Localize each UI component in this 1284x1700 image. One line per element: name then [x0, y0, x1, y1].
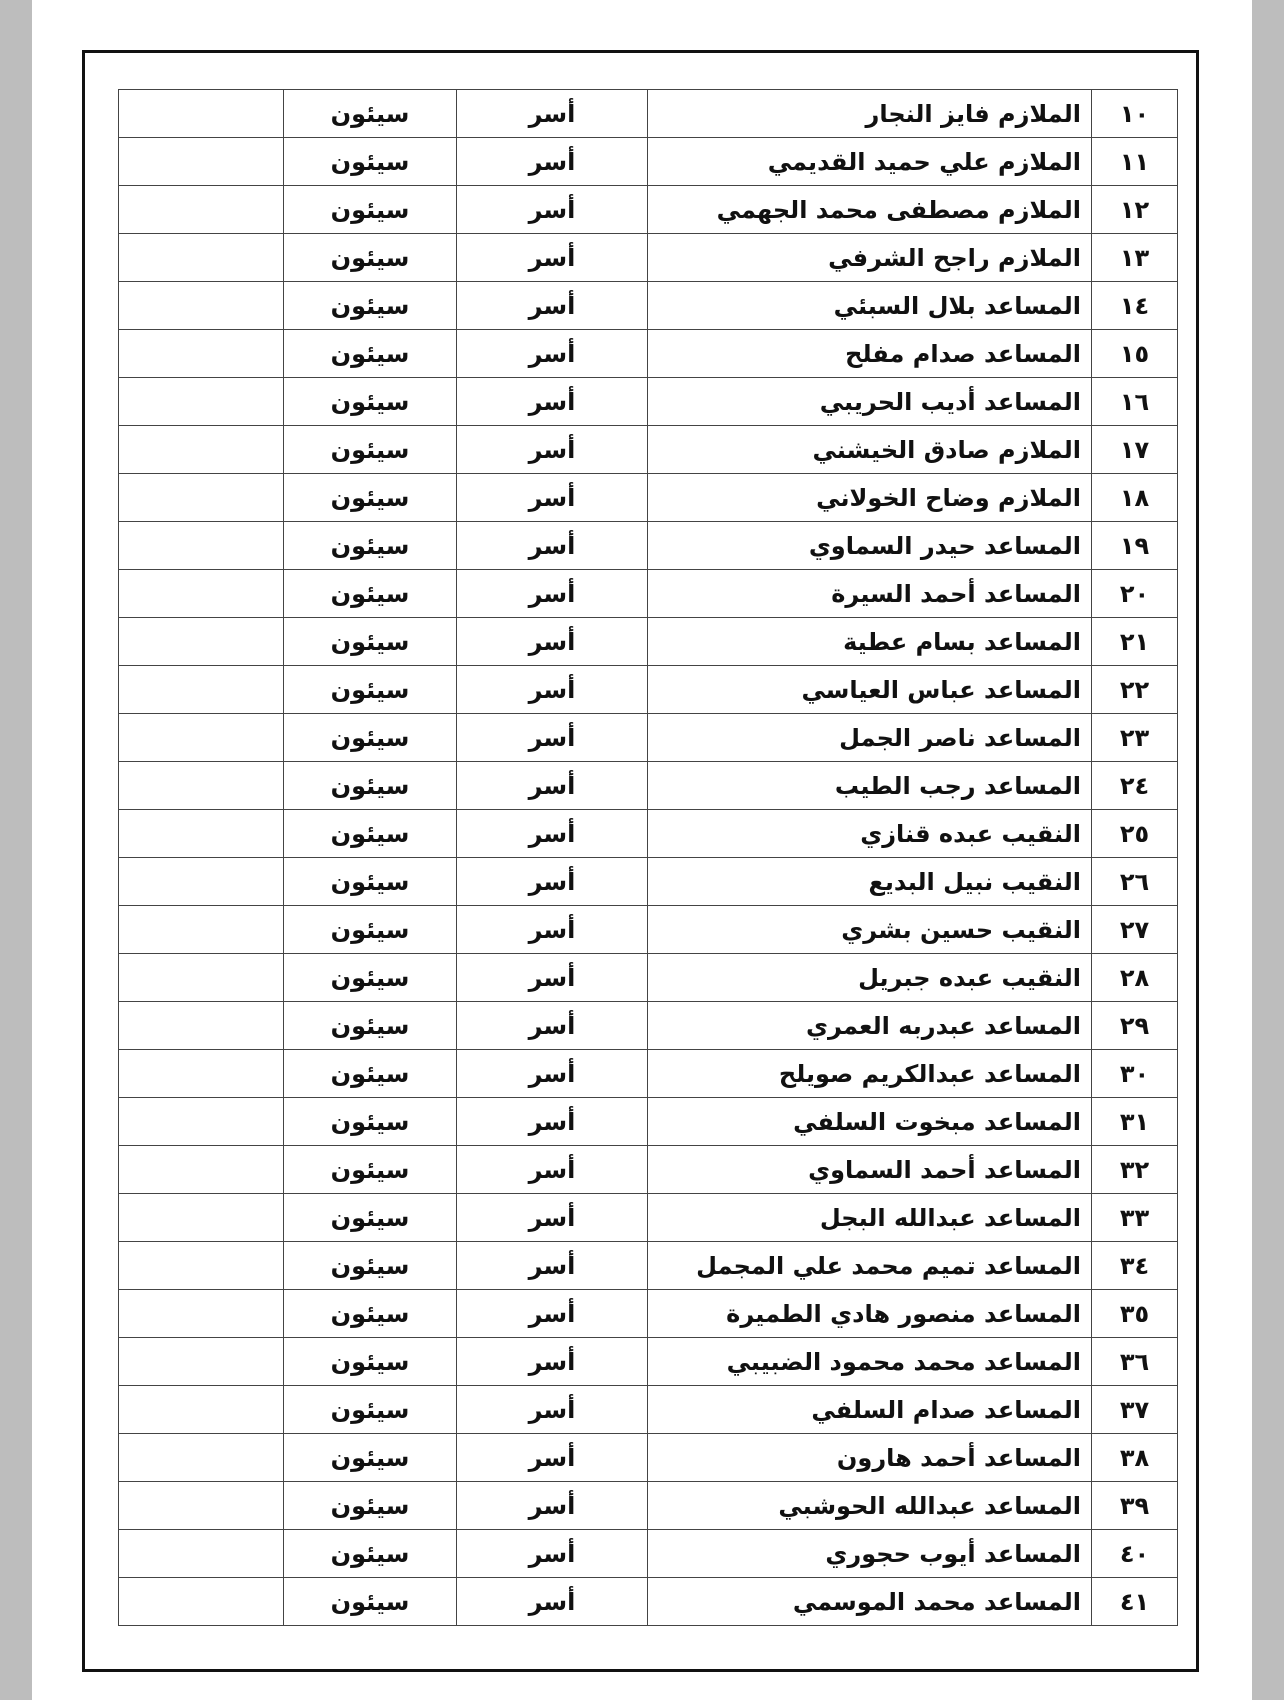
- row-status: أسر: [457, 1530, 648, 1578]
- table-row: [119, 762, 1178, 810]
- row-location: سيئون: [284, 1194, 457, 1242]
- viewer-margin-left: [0, 0, 32, 1700]
- row-status: أسر: [457, 570, 648, 618]
- row-name: المساعد مبخوت السلفي: [648, 1098, 1092, 1146]
- row-status: أسر: [457, 282, 648, 330]
- row-notes: [119, 1386, 284, 1434]
- row-notes: [119, 570, 284, 618]
- row-name: المساعد عبدالكريم صويلح: [648, 1050, 1092, 1098]
- table-row: [119, 234, 1178, 282]
- table-row: [119, 666, 1178, 714]
- table-row: [119, 330, 1178, 378]
- row-name: الملازم راجح الشرفي: [648, 234, 1092, 282]
- table-row: [119, 1242, 1178, 1290]
- row-location: سيئون: [284, 1050, 457, 1098]
- row-name: المساعد محمد محمود الضبيبي: [648, 1338, 1092, 1386]
- table-row: [119, 1098, 1178, 1146]
- table-row: [119, 378, 1178, 426]
- row-notes: [119, 714, 284, 762]
- row-number: ٢٠: [1092, 570, 1178, 618]
- row-name: الملازم صادق الخيشني: [648, 426, 1092, 474]
- row-number: ٣١: [1092, 1098, 1178, 1146]
- table-row: [119, 282, 1178, 330]
- row-number: ٣٣: [1092, 1194, 1178, 1242]
- row-number: ٢٦: [1092, 858, 1178, 906]
- row-location: سيئون: [284, 1098, 457, 1146]
- row-location: سيئون: [284, 330, 457, 378]
- table-row: [119, 618, 1178, 666]
- row-notes: [119, 1194, 284, 1242]
- table-row: [119, 570, 1178, 618]
- row-name: الملازم فايز النجار: [648, 90, 1092, 138]
- row-number: ١٨: [1092, 474, 1178, 522]
- row-number: ٢١: [1092, 618, 1178, 666]
- row-number: ٢٣: [1092, 714, 1178, 762]
- row-number: ٢٤: [1092, 762, 1178, 810]
- row-number: ٣٠: [1092, 1050, 1178, 1098]
- row-name: النقيب حسين بشري: [648, 906, 1092, 954]
- row-status: أسر: [457, 1050, 648, 1098]
- row-location: سيئون: [284, 1146, 457, 1194]
- table-row: [119, 714, 1178, 762]
- table-row: [119, 954, 1178, 1002]
- row-status: أسر: [457, 186, 648, 234]
- row-number: ١٧: [1092, 426, 1178, 474]
- row-notes: [119, 810, 284, 858]
- row-status: أسر: [457, 474, 648, 522]
- table-row: [119, 810, 1178, 858]
- table-row: [119, 906, 1178, 954]
- row-status: أسر: [457, 1482, 648, 1530]
- row-notes: [119, 186, 284, 234]
- row-location: سيئون: [284, 378, 457, 426]
- row-notes: [119, 1146, 284, 1194]
- row-notes: [119, 426, 284, 474]
- row-notes: [119, 90, 284, 138]
- row-location: سيئون: [284, 1242, 457, 1290]
- row-status: أسر: [457, 714, 648, 762]
- row-number: ٤٠: [1092, 1530, 1178, 1578]
- row-status: أسر: [457, 426, 648, 474]
- row-notes: [119, 1098, 284, 1146]
- table-row: [119, 1338, 1178, 1386]
- row-number: ٤١: [1092, 1578, 1178, 1626]
- row-notes: [119, 234, 284, 282]
- row-name: المساعد تميم محمد علي المجمل: [648, 1242, 1092, 1290]
- row-name: المساعد أحمد هارون: [648, 1434, 1092, 1482]
- row-location: سيئون: [284, 426, 457, 474]
- row-status: أسر: [457, 858, 648, 906]
- row-number: ٢٩: [1092, 1002, 1178, 1050]
- document-page: [32, 0, 1252, 1700]
- row-status: أسر: [457, 906, 648, 954]
- row-notes: [119, 1530, 284, 1578]
- row-name: النقيب نبيل البديع: [648, 858, 1092, 906]
- row-name: الملازم مصطفى محمد الجهمي: [648, 186, 1092, 234]
- table-row: [119, 858, 1178, 906]
- row-status: أسر: [457, 1194, 648, 1242]
- row-number: ١٣: [1092, 234, 1178, 282]
- row-number: ٢٢: [1092, 666, 1178, 714]
- row-location: سيئون: [284, 810, 457, 858]
- row-location: سيئون: [284, 570, 457, 618]
- row-name: المساعد بلال السبئي: [648, 282, 1092, 330]
- row-name: الملازم علي حميد القديمي: [648, 138, 1092, 186]
- row-number: ٣٧: [1092, 1386, 1178, 1434]
- row-number: ٣٨: [1092, 1434, 1178, 1482]
- row-notes: [119, 474, 284, 522]
- row-name: المساعد أديب الحريبي: [648, 378, 1092, 426]
- row-name: المساعد محمد الموسمي: [648, 1578, 1092, 1626]
- row-location: سيئون: [284, 906, 457, 954]
- row-notes: [119, 1482, 284, 1530]
- table-row: [119, 1290, 1178, 1338]
- row-notes: [119, 1434, 284, 1482]
- row-notes: [119, 138, 284, 186]
- table-row: [119, 474, 1178, 522]
- table-row: [119, 1434, 1178, 1482]
- row-location: سيئون: [284, 1434, 457, 1482]
- row-status: أسر: [457, 330, 648, 378]
- row-number: ٣٥: [1092, 1290, 1178, 1338]
- row-number: ١٠: [1092, 90, 1178, 138]
- row-status: أسر: [457, 666, 648, 714]
- table-row: [119, 1194, 1178, 1242]
- row-name: المساعد منصور هادي الطميرة: [648, 1290, 1092, 1338]
- row-number: ١١: [1092, 138, 1178, 186]
- row-status: أسر: [457, 138, 648, 186]
- row-name: النقيب عبده قنازي: [648, 810, 1092, 858]
- row-status: أسر: [457, 378, 648, 426]
- row-location: سيئون: [284, 1578, 457, 1626]
- row-location: سيئون: [284, 1290, 457, 1338]
- table-row: [119, 1146, 1178, 1194]
- row-status: أسر: [457, 1338, 648, 1386]
- row-status: أسر: [457, 618, 648, 666]
- row-number: ٣٢: [1092, 1146, 1178, 1194]
- row-location: سيئون: [284, 1002, 457, 1050]
- row-location: سيئون: [284, 282, 457, 330]
- row-number: ٣٦: [1092, 1338, 1178, 1386]
- row-number: ١٦: [1092, 378, 1178, 426]
- row-location: سيئون: [284, 90, 457, 138]
- row-name: المساعد أحمد السيرة: [648, 570, 1092, 618]
- row-name: المساعد رجب الطيب: [648, 762, 1092, 810]
- table-row: [119, 522, 1178, 570]
- row-number: ١٢: [1092, 186, 1178, 234]
- row-notes: [119, 906, 284, 954]
- row-location: سيئون: [284, 954, 457, 1002]
- row-name: المساعد حيدر السماوي: [648, 522, 1092, 570]
- row-notes: [119, 1050, 284, 1098]
- row-notes: [119, 1338, 284, 1386]
- row-location: سيئون: [284, 714, 457, 762]
- row-name: المساعد صدام مفلح: [648, 330, 1092, 378]
- row-name: النقيب عبده جبريل: [648, 954, 1092, 1002]
- table-row: [119, 138, 1178, 186]
- row-notes: [119, 378, 284, 426]
- row-name: المساعد بسام عطية: [648, 618, 1092, 666]
- row-location: سيئون: [284, 234, 457, 282]
- table-row: [119, 426, 1178, 474]
- row-location: سيئون: [284, 858, 457, 906]
- row-location: سيئون: [284, 1338, 457, 1386]
- table-row: [119, 1530, 1178, 1578]
- row-number: ١٥: [1092, 330, 1178, 378]
- row-status: أسر: [457, 1434, 648, 1482]
- row-notes: [119, 1290, 284, 1338]
- row-status: أسر: [457, 1002, 648, 1050]
- row-status: أسر: [457, 954, 648, 1002]
- row-location: سيئون: [284, 762, 457, 810]
- row-location: سيئون: [284, 1386, 457, 1434]
- row-notes: [119, 1578, 284, 1626]
- row-number: ٢٨: [1092, 954, 1178, 1002]
- row-name: المساعد ناصر الجمل: [648, 714, 1092, 762]
- row-status: أسر: [457, 1290, 648, 1338]
- row-number: ٢٧: [1092, 906, 1178, 954]
- row-name: المساعد أيوب حجوري: [648, 1530, 1092, 1578]
- row-location: سيئون: [284, 1482, 457, 1530]
- row-status: أسر: [457, 522, 648, 570]
- row-number: ٢٥: [1092, 810, 1178, 858]
- row-status: أسر: [457, 1098, 648, 1146]
- row-status: أسر: [457, 1386, 648, 1434]
- row-status: أسر: [457, 1242, 648, 1290]
- table-row: [119, 90, 1178, 138]
- row-name: المساعد صدام السلفي: [648, 1386, 1092, 1434]
- row-name: المساعد أحمد السماوي: [648, 1146, 1092, 1194]
- row-notes: [119, 522, 284, 570]
- row-notes: [119, 762, 284, 810]
- row-location: سيئون: [284, 666, 457, 714]
- table-row: [119, 1002, 1178, 1050]
- table-row: [119, 1050, 1178, 1098]
- row-status: أسر: [457, 1146, 648, 1194]
- row-name: المساعد عبدربه العمري: [648, 1002, 1092, 1050]
- table-row: [119, 1578, 1178, 1626]
- roster-table: [118, 89, 1178, 1626]
- row-name: المساعد عباس العياسي: [648, 666, 1092, 714]
- row-location: سيئون: [284, 522, 457, 570]
- row-location: سيئون: [284, 138, 457, 186]
- row-status: أسر: [457, 234, 648, 282]
- roster-table-body: [119, 90, 1178, 1626]
- row-status: أسر: [457, 762, 648, 810]
- table-row: [119, 1482, 1178, 1530]
- row-notes: [119, 282, 284, 330]
- row-name: المساعد عبدالله الحوشبي: [648, 1482, 1092, 1530]
- row-location: سيئون: [284, 1530, 457, 1578]
- row-notes: [119, 1242, 284, 1290]
- row-notes: [119, 618, 284, 666]
- row-name: المساعد عبدالله البجل: [648, 1194, 1092, 1242]
- row-number: ١٩: [1092, 522, 1178, 570]
- row-notes: [119, 666, 284, 714]
- row-status: أسر: [457, 810, 648, 858]
- row-status: أسر: [457, 1578, 648, 1626]
- row-location: سيئون: [284, 186, 457, 234]
- row-location: سيئون: [284, 474, 457, 522]
- row-name: الملازم وضاح الخولاني: [648, 474, 1092, 522]
- row-number: ١٤: [1092, 282, 1178, 330]
- row-notes: [119, 330, 284, 378]
- row-number: ٣٩: [1092, 1482, 1178, 1530]
- row-notes: [119, 954, 284, 1002]
- viewer-margin-right: [1252, 0, 1284, 1700]
- table-row: [119, 186, 1178, 234]
- row-location: سيئون: [284, 618, 457, 666]
- row-notes: [119, 1002, 284, 1050]
- row-status: أسر: [457, 90, 648, 138]
- table-row: [119, 1386, 1178, 1434]
- row-notes: [119, 858, 284, 906]
- row-number: ٣٤: [1092, 1242, 1178, 1290]
